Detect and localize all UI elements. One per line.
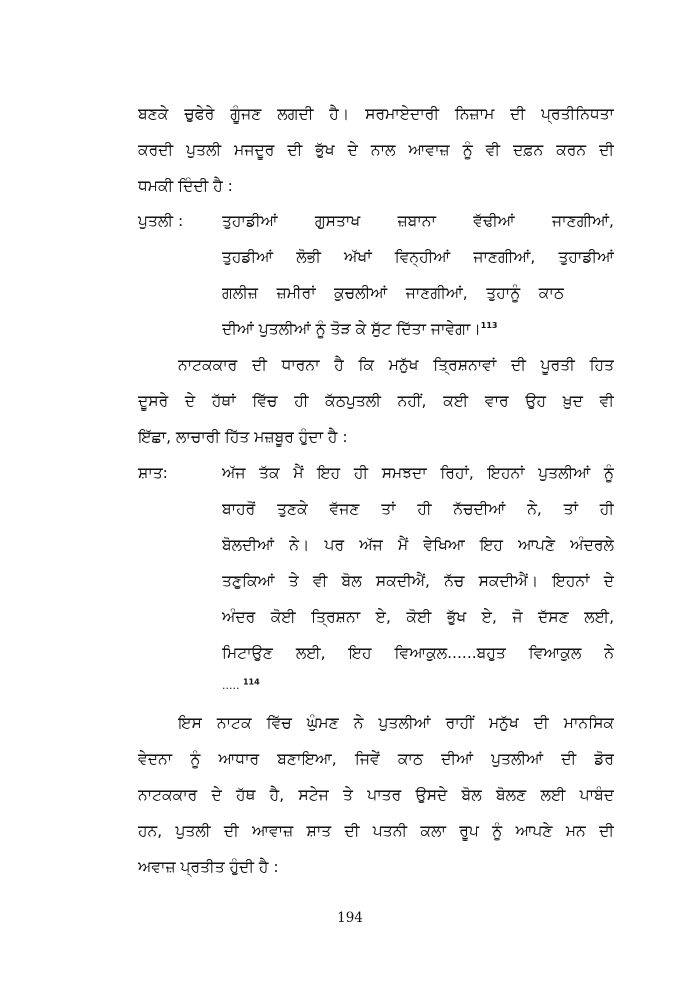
quote-line: ਗਲੀਜ਼ ਜ਼ਮੀਰਾਂ ਕੁਚਲੀਆਂ ਜਾਣਗੀਆਂ, ਤੁਹਾਨੂੰ ਕਾਠ <box>222 284 564 302</box>
quote-line: ਬਾਹਰੋਂ ਤੁਣਕੇ ਵੱਜਣ ਤਾਂ ਹੀ ਨੱਚਦੀਆਂ ਨੇ, ਤਾਂ ਹੀ <box>222 500 614 518</box>
quote-line: ਤਣੁਕਿਆਂ ਤੇ ਵੀ ਬੋਲ ਸਕਦੀਐਂ, ਨੱਚ ਸਕਦੀਐਂ। ਇਹਨਾਂ ਦੇ <box>222 572 614 590</box>
paragraph-line: ਇਸ ਨਾਟਕ ਵਿੱਚ ਘੁੰਮਣ ਨੇ ਪੁਤਲੀਆਂ ਰਾਹੀਂ ਮਨੁੱਖ ਦੀ ਮਾਨਸਿਕ <box>178 714 614 732</box>
paragraph-line: ਦੂਸਰੇ ਦੇ ਹੱਥਾਂ ਵਿੱਚ ਹੀ ਕੱਠਪੁਤਲੀ ਨਹੀਂ, ਕਈ ਵਾਰ ਉਹ ਖ਼ੁਦ ਵੀ <box>138 392 614 410</box>
quote-line <box>222 675 614 697</box>
quote-line: ਬੋਲਦੀਆਂ ਨੇ। ਪਰ ਅੱਜ ਮੈਂ ਵੇਖਿਆ ਇਹ ਆਪਣੇ ਅੰਦਰਲੇ <box>222 536 614 554</box>
quote-line: ਅੰਦਰ ਕੋਈ ਤ੍ਰਿਸ਼ਨਾ ਏ, ਕੋਈ ਭੁੱਖ ਏ, ਜੋ ਦੱਸਣ ਲਈ, <box>222 608 614 626</box>
paragraph-line: ਧਮਕੀ ਦਿੰਦੀ ਹੈ : <box>138 177 233 195</box>
speaker-label: ਪੁਤਲੀ : <box>138 212 184 230</box>
footnote-marker: 113 <box>480 320 498 330</box>
paragraph-line: ਇੱਛਾ, ਲਾਚਾਰੀ ਹਿੱਤ ਮਜ਼ਬੂਰ ਹੁੰਦਾ ਹੈ : <box>138 428 348 446</box>
quote-line: ਤੁਹਾਡੀਆਂ ਗੁਸਤਾਖ ਜ਼ਬਾਨਾ ਵੱਢੀਆਂ ਜਾਣਗੀਆਂ, <box>222 212 614 230</box>
quote-line: ਮਿਟਾਉਣ ਲਈ, ਇਹ ਵਿਆਕੁਲ......ਬਹੁਤ ਵਿਆਕੁਲ ਨੇ <box>222 644 614 662</box>
quote-line <box>222 318 614 340</box>
paragraph-line: ਵੇਦਨਾ ਨੂੰ ਆਧਾਰ ਬਣਾਇਆ, ਜਿਵੇਂ ਕਾਠ ਦੀਆਂ ਪੁਤਲੀਆਂ ਦੀ ਡੋਰ <box>138 750 614 768</box>
paragraph-line: ਨਾਟਕਕਾਰ ਦੀ ਧਾਰਨਾ ਹੈ ਕਿ ਮਨੁੱਖ ਤ੍ਰਿਸ਼ਨਾਵਾਂ ਦੀ ਪੂਰਤੀ ਹਿਤ <box>178 356 614 374</box>
quote-line: ਅੱਜ ਤੱਕ ਮੈਂ ਇਹ ਹੀ ਸਮਝਦਾ ਰਿਹਾਂ, ਇਹਨਾਂ ਪੁਤਲੀਆਂ ਨੂੰ <box>222 464 614 482</box>
paragraph-line: ਕਰਦੀ ਪੁਤਲੀ ਮਜਦੂਰ ਦੀ ਭੁੱਖ ਦੇ ਨਾਲ ਆਵਾਜ਼ ਨੂੰ ਵੀ ਦਫ਼ਨ ਕਰਨ ਦੀ <box>138 141 614 159</box>
quote-line: ਤੁਹਡੀਆਂ ਲੋਭੀ ਅੱਖਾਂ ਵਿਨ੍ਹੀਆਂ ਜਾਣਗੀਆਂ, ਤੁਹਾਡੀਆਂ <box>222 248 614 266</box>
quote-line-text: ..... <box>222 679 240 692</box>
footnote-marker: 114 <box>242 677 260 687</box>
speaker-label: ਸ਼ਾਤ: <box>138 464 168 482</box>
paragraph-line: ਨਾਟਕਕਾਰ ਦੇ ਹੱਥ ਹੈ, ਸਟੇਜ ਤੇ ਪਾਤਰ ਉਸਦੇ ਬੋਲ ਬੋਲਣ ਲਈ ਪਾਬੰਦ <box>138 786 614 804</box>
paragraph-line: ਅਵਾਜ਼ ਪ੍ਰਤੀਤ ਹੁੰਦੀ ਹੈ : <box>138 858 279 876</box>
page-number: 194 <box>337 910 363 926</box>
quote-line-text: ਦੀਆਂ ਪੁਤਲੀਆਂ ਨੂੰ ਤੋੜ ਕੇ ਸੁੱਟ ਦਿੱਤਾ ਜਾਵੇਗਾ। <box>222 320 481 338</box>
paragraph-line: ਹਨ, ਪੁਤਲੀ ਦੀ ਆਵਾਜ਼ ਸ਼ਾਤ ਦੀ ਪਤਨੀ ਕਲਾ ਰੂਪ ਨੂੰ ਆਪਣੇ ਮਨ ਦੀ <box>138 822 614 840</box>
paragraph-line: ਬਣਕੇ ਚੁਫੇਰੇ ਗੂੰਜਣ ਲਗਦੀ ਹੈ। ਸਰਮਾਏਦਾਰੀ ਨਿਜ਼ਾਮ ਦੀ ਪ੍ਰਤੀਨਿਧਤਾ <box>138 105 614 123</box>
